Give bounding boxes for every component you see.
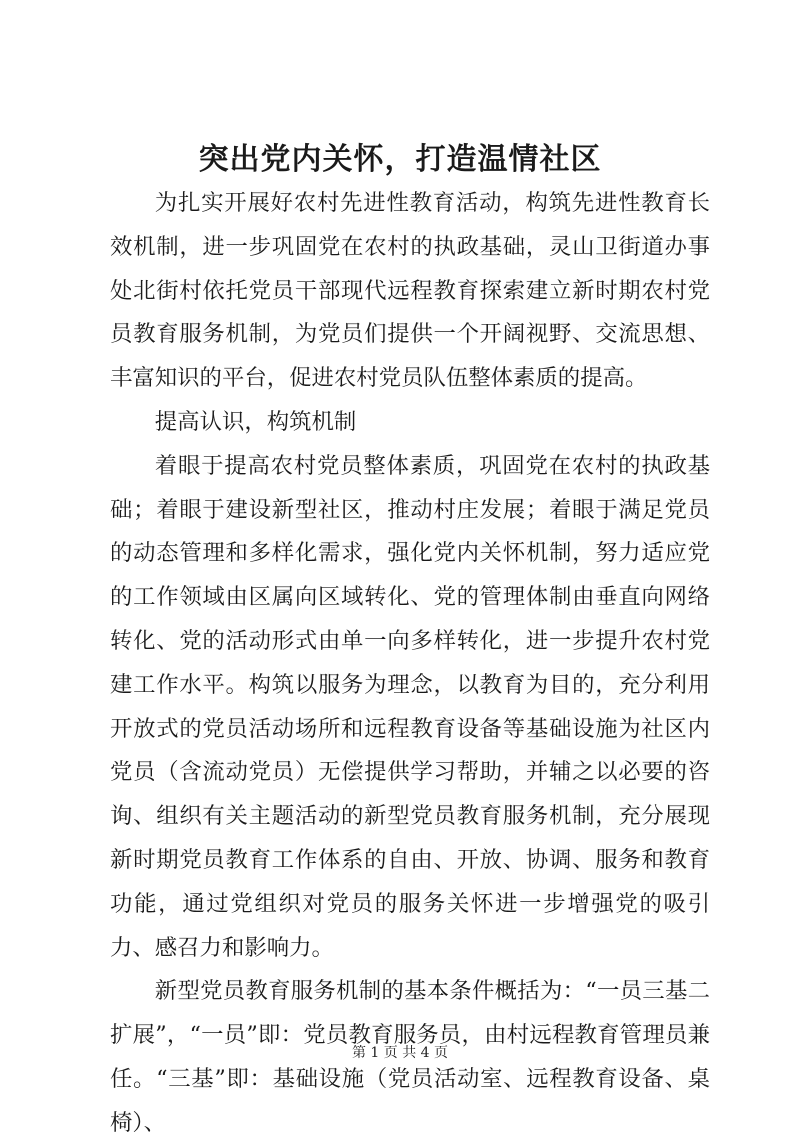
paragraph-intro: 为扎实开展好农村先进性教育活动，构筑先进性教育长效机制，进一步巩固党在农村的执政基础，灵山卫街道办事处北街村依托党员干部现代远程教育探索建立新时期农村党员教育服务机制，为党员们提供一个开阔视野、交流思想、丰富知识的平台，促进农村党员队伍整体素质的提高。: [110, 190, 710, 392]
paragraph-mechanism: 着眼于提高农村党员整体素质，巩固党在农村的执政基础；着眼于建设新型社区，推动村庄发展；着眼于满足党员的动态管理和多样化需求，强化党内关怀机制，努力适应党的工作领域由区属向区域转化、党的管理体制由垂直向网络转化、党的活动形式由单一向多样转化，进一步提升农村党建工作水平。构筑以服务为理念，以教育为目的，充分利用开放式的党员活动场所和远程教育设备等基础设施为社区内党员（含流动党员）无偿提供学习帮助，并辅之以必要的咨询、组织有关主题活动的新型党员教育服务机制，充分展现新时期党员教育工作体系的自由、开放、协调、服务和教育功能，通过党组织对党员的服务关怀进一步增强党的吸引力、感召力和影响力。: [110, 452, 710, 961]
document-body: [110, 182, 710, 1146]
page-footer: 第 1 页 共 4 页: [351, 1045, 449, 1061]
document-title: 突出党内关怀，打造温情社区: [198, 142, 602, 177]
section-heading: 提高认识，构筑机制: [154, 408, 357, 435]
paragraph-conditions: 新型党员教育服务机制的基本条件概括为：“一员三基二扩展”，“一员”即：党员教育服务员，由村远程教育管理员兼任。“三基”即：基础设施（党员活动室、远程教育设备、桌椅）、: [110, 978, 710, 1136]
